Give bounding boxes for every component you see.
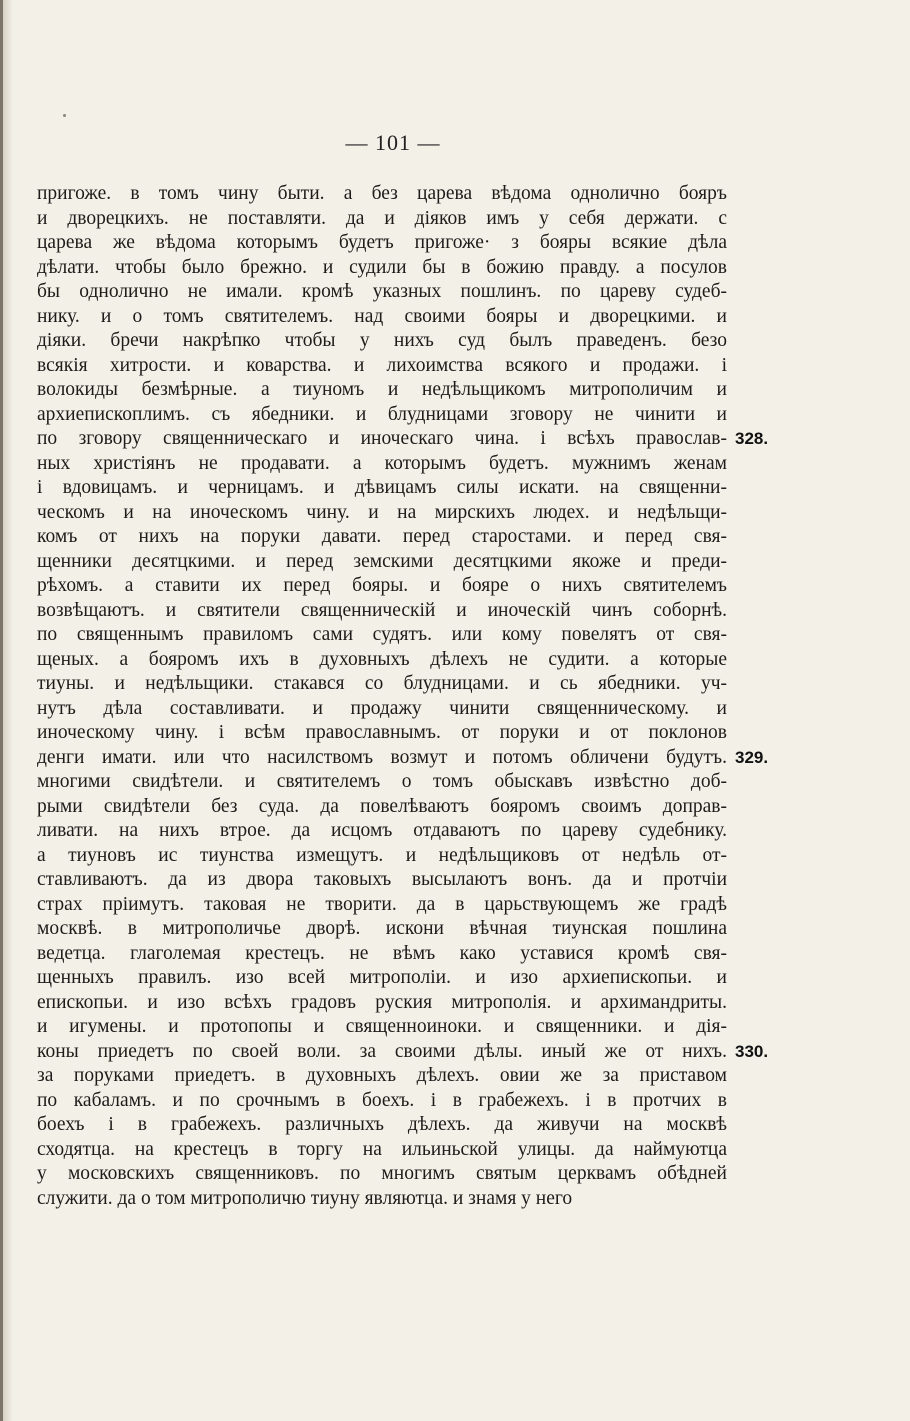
body-text xyxy=(37,182,727,1211)
text-line: ческомъ и на иноческомъ чину. и на мирскихъ людех. и недѣльщи- xyxy=(37,501,727,523)
text-line: и дворецкихъ. не поставляти. да и діяков имъ у себя держати. с xyxy=(37,207,727,229)
text-line: многими свидѣтели. и святителемъ о томъ обыскавъ извѣстно доб- xyxy=(37,771,727,792)
text-line: бы однолично не имали. кромѣ указных пошлинъ. по цареву судеб- xyxy=(37,281,727,302)
text-line: боехъ і в грабежехъ. различныхъ дѣлехъ. да живучи на москвѣ xyxy=(37,1114,727,1135)
text-line: коны приедетъ по своей воли. за своими дѣлы. иный же от нихъ. xyxy=(37,1040,727,1062)
text-line: и игумены. и протопопы и священноиноки. и священники. и дія- xyxy=(37,1016,727,1037)
text-line: царева же вѣдома которымъ будетъ пригоже· з бояры всякие дѣла xyxy=(37,232,727,253)
margin-note-329: 329. xyxy=(735,748,769,767)
text-line: всякія хитрости. и коварства. и лихоимства всякого и продажи. і xyxy=(37,354,727,376)
text-line: москвѣ. в митрополичье дворѣ. искони вѣчная тиунская пошлина xyxy=(37,918,727,939)
text-line: рыми свидѣтели без суда. да повелѣваютъ бояромъ своимъ доправ- xyxy=(37,795,727,817)
page-number: — 101 — xyxy=(345,130,441,155)
text-line: у московскихъ священниковъ. по многимъ святым церквамъ обѣдней xyxy=(37,1163,727,1184)
margin-note-328: 328. xyxy=(735,429,769,448)
text-line: архиепископлимъ. съ ябедники. и блудницами зговору не чинити и xyxy=(37,403,727,425)
text-line: діяки. бречи накрѣпко чтобы у нихъ суд былъ праведенъ. безо xyxy=(37,330,727,351)
paper-speck xyxy=(63,114,66,117)
text-line: за поруками приедетъ. в духовныхъ дѣлехъ. овии же за приставом xyxy=(37,1065,727,1086)
text-line: епископьи. и изо всѣхъ градовъ руския митрополія. и архимандриты. xyxy=(37,991,727,1013)
text-line: ставливаютъ. да из двора таковыхъ высылаютъ вонъ. да и протчіи xyxy=(37,869,727,890)
text-line: сходятца. на крестецъ в торгу на ильиньской улицы. да наймуютца xyxy=(37,1138,727,1160)
text-line: щенныхъ правилъ. изо всей митрополіи. и изо архиепископьи. и xyxy=(37,967,727,988)
text-line: щенники десятцкими. и перед земскими десятцкими якоже и преди- xyxy=(37,550,727,572)
text-line: дѣлати. чтобы было брежно. и судили бы в божию правду. а посулов xyxy=(37,256,727,278)
text-line: рѣхомъ. а ставити их перед бояры. и бояре о нихъ святителемъ xyxy=(37,575,727,596)
text-line: і вдовицамъ. и черницамъ. и дѣвицамъ силы искати. на священни- xyxy=(37,477,727,498)
text-line: пригоже. в томъ чину быти. а без царева вѣдома однолично бояръ xyxy=(37,183,727,204)
margin-note-330: 330. xyxy=(735,1042,769,1061)
text-line: денги имати. или что насилствомъ возмут и потомъ обличени будутъ. xyxy=(37,746,727,768)
text-line: а тиуновъ ис тиунства измещутъ. и недѣльщиковъ от недѣль от- xyxy=(37,844,727,866)
text-line: комъ от нихъ на поруки давати. перед старостами. и перед свя- xyxy=(37,526,727,547)
text-line: по зговору священническаго и иноческаго чина. і всѣхъ православ- xyxy=(37,428,727,449)
text-line: страх пріимутъ. таковая не творити. да в царьствующемъ же градѣ xyxy=(37,893,727,915)
text-line: по священнымъ правиломъ сами судятъ. или кому повелятъ от свя- xyxy=(37,624,727,645)
text-line: по кабаламъ. и по срочнымъ в боехъ. і в грабежехъ. і в протчих в xyxy=(37,1089,727,1111)
text-line: щеных. а бояромъ ихъ в духовныхъ дѣлехъ не судити. а которые xyxy=(37,648,727,670)
text-line: служити. да о том митрополичю тиуну являютца. и знамя у него xyxy=(37,1187,573,1209)
text-line: нутъ дѣла составливати. и продажу чинити священническому. и xyxy=(37,697,727,719)
text-line: ливати. на нихъ втрое. да исцомъ отдаваютъ по цареву судебнику. xyxy=(37,820,727,841)
text-line: тиуны. и недѣльщики. стакався со блудницами. и сь ябедники. уч- xyxy=(37,673,727,694)
text-line: ных христіянъ не продавати. а которымъ будетъ. мужнимъ женам xyxy=(37,452,727,474)
text-line: нику. и о томъ святителемъ. над своими бояры и дворецкими. и xyxy=(37,305,727,327)
text-line: волокиды безмѣрные. а тиуномъ и недѣльщикомъ митрополичим и xyxy=(37,379,727,400)
text-line: иноческому чину. і всѣм православнымъ. от поруки и от поклонов xyxy=(37,722,727,743)
text-line: ведетца. глаголемая крестецъ. не вѣмъ како уставися кромѣ свя- xyxy=(37,942,727,964)
text-line: возвѣщаютъ. и святители священническій и иноческій чинъ соборнѣ. xyxy=(37,599,727,621)
